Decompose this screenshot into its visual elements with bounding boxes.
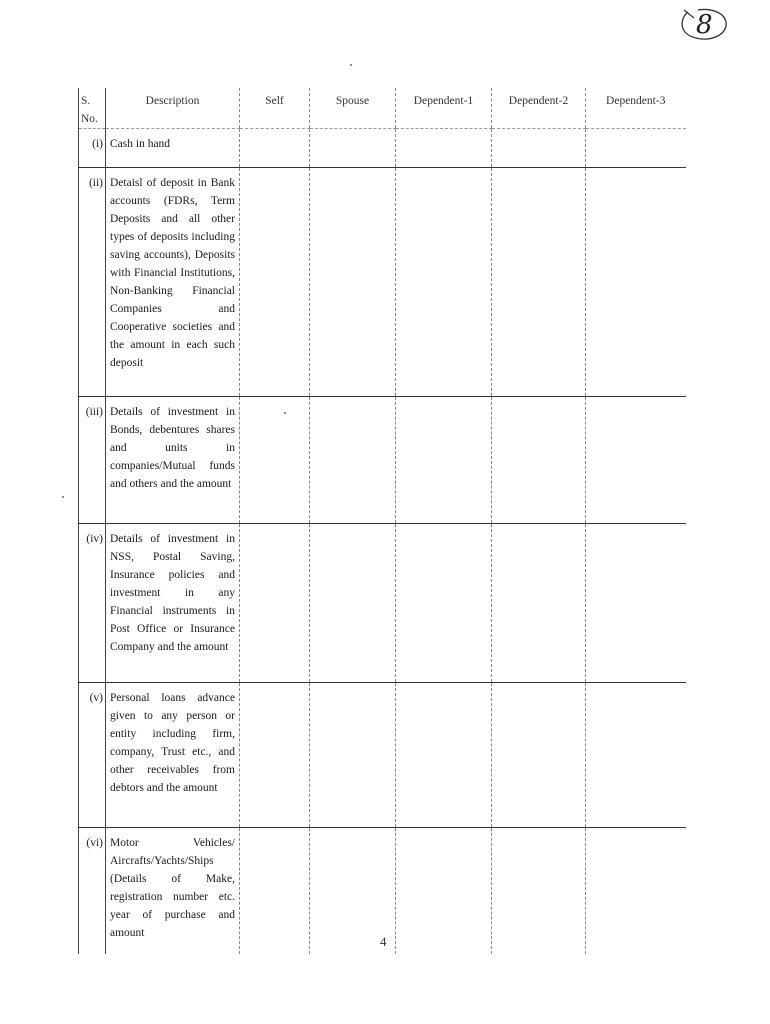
header-description: Description [106,88,240,129]
cell-self [240,168,310,397]
assets-declaration-table [78,88,686,954]
header-dependent-3: Dependent-3 [586,88,686,129]
cell-spouse [310,397,396,524]
cell-spouse [310,524,396,683]
row-sno: (i) [79,129,106,168]
row-description: Personal loans advance given to any person or entity including firm, company, Trust etc., and other receivables from debtors and the amount [106,683,240,828]
row-sno: (iv) [79,524,106,683]
cell-self [240,524,310,683]
cell-self [240,397,310,524]
cell-dependent-3 [586,129,686,168]
cell-dependent-2 [492,524,586,683]
header-dependent-2: Dependent-2 [492,88,586,129]
row-sno: (iii) [79,397,106,524]
cell-dependent-1 [396,129,492,168]
header-self: Self [240,88,310,129]
cell-dependent-3 [586,828,686,955]
cell-dependent-2 [492,683,586,828]
top-page-number: 8 [696,10,713,40]
table-row [79,524,686,683]
cell-dependent-1 [396,168,492,397]
row-description: Detaisl of deposit in Bank accounts (FDRs, Term Deposits and all other types of deposits including saving accounts), Deposits with Financial Institutions, Non-Banking Financial Companies and Cooperative societies and the amount in each such deposit [106,168,240,397]
header-spouse: Spouse [310,88,396,129]
row-sno: (vi) [79,828,106,955]
cell-dependent-3 [586,683,686,828]
row-sno: (v) [79,683,106,828]
cell-self [240,828,310,955]
table-row [79,168,686,397]
cell-dependent-1 [396,683,492,828]
row-sno: (ii) [79,168,106,397]
cell-dependent-1 [396,828,492,955]
cell-self [240,683,310,828]
scan-speck [62,496,64,498]
cell-dependent-2 [492,397,586,524]
cell-dependent-2 [492,129,586,168]
cell-self [240,129,310,168]
table-header-row [79,88,686,129]
table-row [79,129,686,168]
cell-dependent-1 [396,524,492,683]
cell-dependent-2 [492,168,586,397]
row-description: Cash in hand [106,129,240,168]
handwritten-page-number [676,4,732,44]
cell-spouse [310,168,396,397]
cell-dependent-1 [396,397,492,524]
cell-dependent-3 [586,168,686,397]
row-description: Details of investment in NSS, Postal Saving, Insurance policies and investment in any Financial instruments in Post Office or Insurance Company and the amount [106,524,240,683]
row-description: Details of investment in Bonds, debentures shares and units in companies/Mutual funds and others and the amount [106,397,240,524]
header-dependent-1: Dependent-1 [396,88,492,129]
cell-spouse [310,683,396,828]
table-row [79,683,686,828]
header-sno: S. No. [79,88,106,129]
cell-dependent-3 [586,397,686,524]
scan-speck [350,64,352,66]
cell-dependent-3 [586,524,686,683]
cell-dependent-2 [492,828,586,955]
footer-page-number: 4 [380,934,387,949]
cell-spouse [310,129,396,168]
row-description: Motor Vehicles/ Aircrafts/Yachts/Ships (Details of Make, registration number etc. year of purchase and amount [106,828,240,955]
table-row [79,397,686,524]
